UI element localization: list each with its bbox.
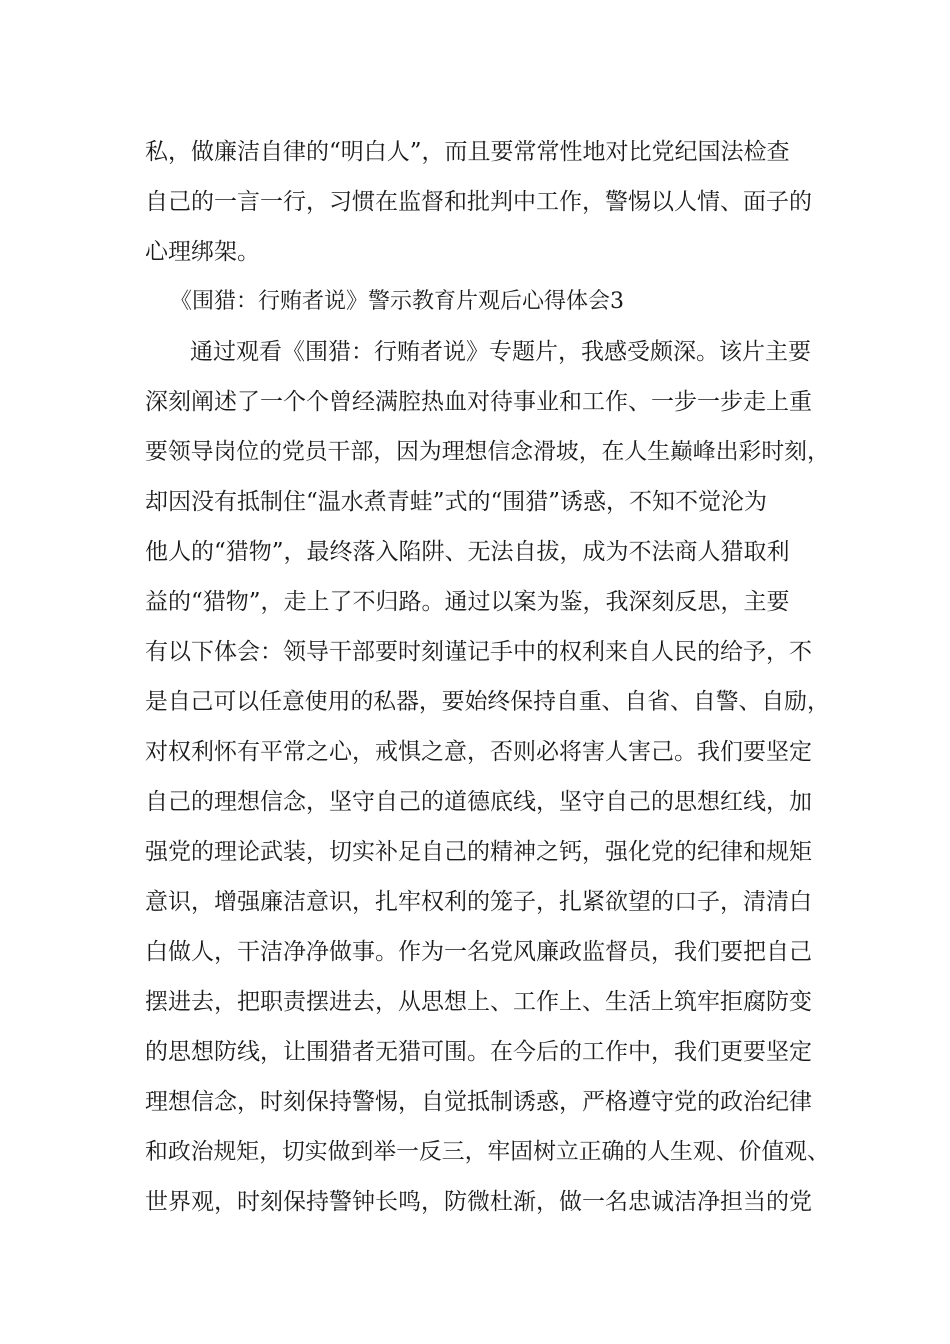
paragraph-line: 深刻阐述了一个个曾经满腔热血对待事业和工作、一步一步走上重 <box>145 389 812 415</box>
paragraph-line: 自己的理想信念，坚守自己的道德底线，坚守自己的思想红线，加 <box>145 789 812 815</box>
paragraph-line: 摆进去，把职责摆进去，从思想上、工作上、生活上筑牢拒腐防变 <box>145 989 812 1015</box>
paragraph-line: 的思想防线，让围猎者无猎可围。在今后的工作中，我们更要坚定 <box>145 1039 812 1065</box>
paragraph-line: 意识，增强廉洁意识，扎牢权利的笼子，扎紧欲望的口子，清清白 <box>145 889 812 915</box>
paragraph-line: 却因没有抵制住“温水煮青蛙”式的“围猎”诱惑，不知不觉沦为 <box>145 489 768 515</box>
paragraph-line: 要领导岗位的党员干部，因为理想信念滑坡，在人生巅峰出彩时刻， <box>145 439 830 465</box>
paragraph-line: 白做人，干洁净净做事。作为一名党风廉政监督员，我们要把自己 <box>145 939 812 965</box>
section-title: 《围猎：行贿者说》警示教育片观后心得体会3 <box>170 289 624 314</box>
paragraph-line: 心理绑架。 <box>145 239 260 265</box>
paragraph-line: 理想信念，时刻保持警惕，自觉抵制诱惑，严格遵守党的政治纪律 <box>145 1089 812 1115</box>
paragraph-line: 有以下体会：领导干部要时刻谨记手中的权利来自人民的给予，不 <box>145 639 812 665</box>
paragraph-line: 私，做廉洁自律的“明白人”，而且要常常性地对比党纪国法检查 <box>145 139 790 165</box>
paragraph-line: 他人的“猎物”，最终落入陷阱、无法自拔，成为不法商人猎取利 <box>145 539 790 565</box>
paragraph-line: 对权利怀有平常之心，戒惧之意，否则必将害人害己。我们要坚定 <box>145 739 812 765</box>
paragraph-line: 世界观，时刻保持警钟长鸣，防微杜渐，做一名忠诚洁净担当的党 <box>145 1189 812 1215</box>
paragraph-line: 强党的理论武装，切实补足自己的精神之钙，强化党的纪律和规矩 <box>145 839 812 865</box>
paragraph-line: 是自己可以任意使用的私器，要始终保持自重、自省、自警、自励， <box>145 689 830 715</box>
paragraph-line: 益的“猎物”，走上了不归路。通过以案为鉴，我深刻反思，主要 <box>145 589 790 615</box>
paragraph-line: 通过观看《围猎：行贿者说》专题片，我感受颇深。该片主要 <box>190 339 811 365</box>
paragraph-line: 和政治规矩，切实做到举一反三，牢固树立正确的人生观、价值观、 <box>145 1139 830 1165</box>
paragraph-line: 自己的一言一行，习惯在监督和批判中工作，警惕以人情、面子的 <box>145 189 812 215</box>
